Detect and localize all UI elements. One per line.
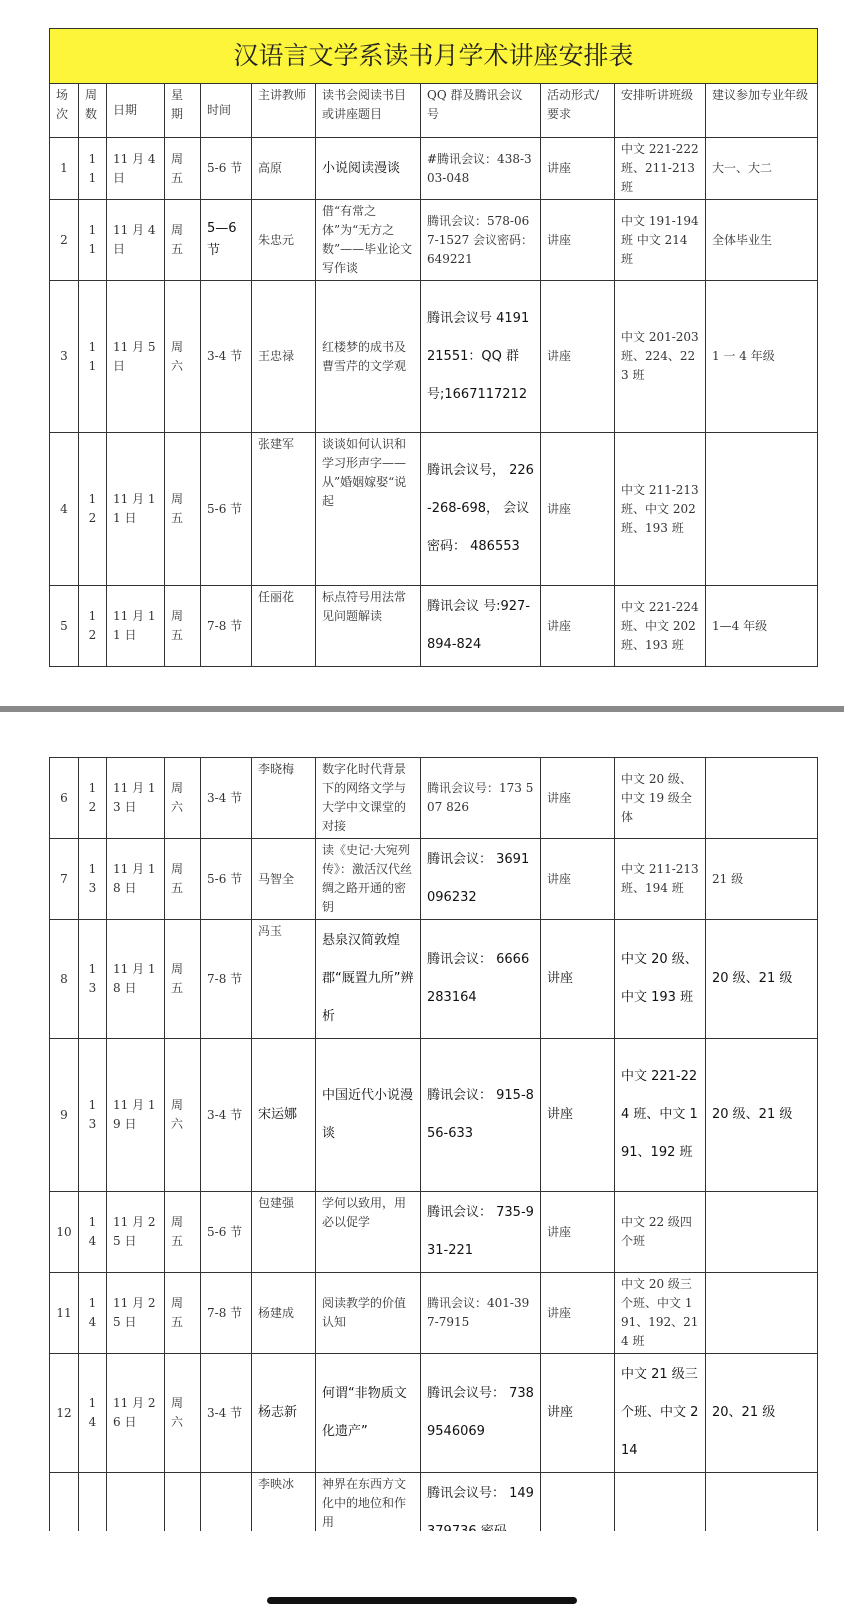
- cell-classes: 中文 221-224 班、中文 202 班、193 班: [615, 586, 706, 667]
- cell-meeting: #腾讯会议：438-303-048: [421, 138, 541, 200]
- cell-date: 11 月 11 日: [107, 586, 165, 667]
- cell-format: 讲座: [541, 839, 615, 920]
- cell-weekday: 周五: [165, 433, 201, 586]
- cell-classes: 中文 201-203 班、224、223 班: [615, 281, 706, 433]
- header-weekday: 星期: [165, 84, 201, 138]
- cell-topic: 读《史记·大宛列传》：激活汉代丝绸之路开通的密钥: [316, 839, 421, 920]
- cell-week: 11: [79, 138, 107, 200]
- cell-time: 3-4 节: [201, 1039, 252, 1192]
- cell-time: 5-6 节: [201, 138, 252, 200]
- header-date: 日期: [107, 84, 165, 138]
- cell-format: 讲座: [541, 433, 615, 586]
- cell-classes: 中文 211-213 班、194 班: [615, 839, 706, 920]
- cell-weekday: 周五: [165, 920, 201, 1039]
- table-row: [50, 433, 818, 586]
- cell-meeting: 腾讯会议： 735-931-221: [421, 1192, 541, 1273]
- cell-format: 讲座: [541, 586, 615, 667]
- table-row: [50, 1039, 818, 1192]
- cell-format: 讲座: [541, 281, 615, 433]
- cell-date: 11 月 19 日: [107, 1039, 165, 1192]
- cell-week: 14: [79, 1273, 107, 1354]
- cell-weekday: 周六: [165, 281, 201, 433]
- cell-date: 11 月 18 日: [107, 839, 165, 920]
- cell-grades: 20、21 级: [706, 1354, 818, 1473]
- cell-lecturer: 马智全: [252, 839, 316, 920]
- cell-format: 讲座: [541, 1039, 615, 1192]
- cell-date: 11 月 11 日: [107, 433, 165, 586]
- cell-topic: 中国近代小说漫谈: [316, 1039, 421, 1192]
- cell-lecturer: 冯玉: [252, 920, 316, 1039]
- cell-classes: 中文 20 级三个班、中文 191、192、214 班: [615, 1273, 706, 1354]
- cell-time: 5-6 节: [201, 433, 252, 586]
- cell-meeting: 腾讯会议号， 226-268-698， 会议密码： 486553: [421, 433, 541, 586]
- header-week: 周数: [79, 84, 107, 138]
- cell-topic: 小说阅读漫谈: [316, 138, 421, 200]
- cell-topic: 学何以致用，用必以促学: [316, 1192, 421, 1273]
- header-lecturer: 主讲教师: [252, 84, 316, 138]
- cell-format: 讲座: [541, 1354, 615, 1473]
- cell-week: 13: [79, 839, 107, 920]
- cell-session: 5: [50, 586, 79, 667]
- table-row: [50, 920, 818, 1039]
- cell-grades: 1 一 4 年级: [706, 281, 818, 433]
- cell-grades: [706, 433, 818, 586]
- cell-week: 14: [79, 1192, 107, 1273]
- cell-grades: 1—4 年级: [706, 586, 818, 667]
- cell-grades: [706, 758, 818, 839]
- cell-classes: 中文 211-213 班、中文 202 班、193 班: [615, 433, 706, 586]
- cell-lecturer: 杨志新: [252, 1354, 316, 1473]
- cell-date: 11 月 4 日: [107, 138, 165, 200]
- header-topic: 读书会阅读书目或讲座题目: [316, 84, 421, 138]
- cell-week: 13: [79, 1039, 107, 1192]
- cell-date: 11 月 13 日: [107, 758, 165, 839]
- cell-date: 11 月 18 日: [107, 920, 165, 1039]
- table-row: [50, 1273, 818, 1354]
- cell-meeting: 腾讯会议号： 7389546069: [421, 1354, 541, 1473]
- cell-topic: 借“有常之体”为“无方之数”——毕业论文写作谈: [316, 200, 421, 281]
- table-row: [50, 281, 818, 433]
- cell-classes: 中文 20 级、中文 193 班: [615, 920, 706, 1039]
- cell-session: 7: [50, 839, 79, 920]
- cell-week: 11: [79, 200, 107, 281]
- cell-weekday: 周五: [165, 1273, 201, 1354]
- cell-topic: 数字化时代背景下的网络文学与大学中文课堂的对接: [316, 758, 421, 839]
- cell-meeting: 腾讯会议： 3691096232: [421, 839, 541, 920]
- cell-topic: 阅读教学的价值认知: [316, 1273, 421, 1354]
- cell-lecturer: 宋运娜: [252, 1039, 316, 1192]
- cell-topic: 何谓“非物质文化遗产”: [316, 1354, 421, 1473]
- cell-lecturer: 杨建成: [252, 1273, 316, 1354]
- cell-meeting: 腾讯会议： 915-856-633: [421, 1039, 541, 1192]
- cell-grades: 大一、大二: [706, 138, 818, 200]
- cell-grades: 20 级、21 级: [706, 1039, 818, 1192]
- cell-format: 讲座: [541, 138, 615, 200]
- cell-week: 12: [79, 433, 107, 586]
- lecture-schedule-table-page-1: [49, 28, 818, 667]
- cell-date: 11 月 4 日: [107, 200, 165, 281]
- cell-format: 讲座: [541, 200, 615, 281]
- cell-week: 11: [79, 281, 107, 433]
- cell-time: 7-8 节: [201, 586, 252, 667]
- cell-time: 3-4 节: [201, 281, 252, 433]
- cell-lecturer: 李映冰: [252, 1473, 316, 1613]
- cell-classes: 中文 221-224 班、中文 191、192 班: [615, 1039, 706, 1192]
- cell-topic: 标点符号用法常见问题解读: [316, 586, 421, 667]
- header-time: 时间: [201, 84, 252, 138]
- cell-lecturer: 王忠禄: [252, 281, 316, 433]
- cell-weekday: 周五: [165, 200, 201, 281]
- header-session: 场次: [50, 84, 79, 138]
- cell-session: 12: [50, 1354, 79, 1473]
- cell-classes: 中文 191-194 班 中文 214 班: [615, 200, 706, 281]
- cell-time: 7-8 节: [201, 920, 252, 1039]
- cell-session: 11: [50, 1273, 79, 1354]
- cell-time: 5-6 节: [201, 1192, 252, 1273]
- page-divider: [0, 706, 844, 712]
- cell-weekday: 周六: [165, 1354, 201, 1473]
- cell-session: 10: [50, 1192, 79, 1273]
- table-row: [50, 1354, 818, 1473]
- cell-time: 5-6 节: [201, 839, 252, 920]
- cell-format: 讲座: [541, 920, 615, 1039]
- cell-time: 3-4 节: [201, 758, 252, 839]
- cell-classes: 中文 20 级、中文 19 级全体: [615, 758, 706, 839]
- cell-lecturer: 李晓梅: [252, 758, 316, 839]
- table-row: [50, 586, 818, 667]
- cell-time: 5—6 节: [201, 200, 252, 281]
- cell-session: 1: [50, 138, 79, 200]
- cell-lecturer: 张建军: [252, 433, 316, 586]
- table-row: [50, 138, 818, 200]
- cell-topic: 悬泉汉简敦煌郡“厩置九所”辨析: [316, 920, 421, 1039]
- cell-meeting: 腾讯会议：578-067-1527 会议密码：649221: [421, 200, 541, 281]
- cell-topic: 神界在东西方文化中的地位和作用: [316, 1473, 421, 1613]
- cell-session: 4: [50, 433, 79, 586]
- cell-week: 14: [79, 1354, 107, 1473]
- header-meeting: QQ 群及腾讯会议号: [421, 84, 541, 138]
- cell-session: 6: [50, 758, 79, 839]
- cell-meeting: 腾讯会议号：173 507 826: [421, 758, 541, 839]
- table-row: [50, 1192, 818, 1273]
- cell-classes: 中文 22 级四个班: [615, 1192, 706, 1273]
- cell-lecturer: 包建强: [252, 1192, 316, 1273]
- cell-grades: 20 级、21 级: [706, 920, 818, 1039]
- header-grades: 建议参加专业年级: [706, 84, 818, 138]
- cell-date: 11 月 5 日: [107, 281, 165, 433]
- cell-session: 9: [50, 1039, 79, 1192]
- cell-weekday: 周六: [165, 1039, 201, 1192]
- cell-grades: [706, 1273, 818, 1354]
- cell-lecturer: 高原: [252, 138, 316, 200]
- cell-session: 3: [50, 281, 79, 433]
- cell-week: 12: [79, 758, 107, 839]
- cell-classes: 中文 221-222 班、211-213 班: [615, 138, 706, 200]
- table-row: [50, 758, 818, 839]
- cell-meeting: 腾讯会议号： 149: [421, 1473, 541, 1613]
- header-classes: 安排听讲班级: [615, 84, 706, 138]
- cell-format: 讲座: [541, 758, 615, 839]
- cell-lecturer: 朱忠元: [252, 200, 316, 281]
- cell-grades: 全体毕业生: [706, 200, 818, 281]
- cell-date: 11 月 25 日: [107, 1192, 165, 1273]
- cell-grades: [706, 1192, 818, 1273]
- header-format: 活动形式/要求: [541, 84, 615, 138]
- cell-meeting: 腾讯会议 号:927-894-824: [421, 586, 541, 667]
- cell-session: 8: [50, 920, 79, 1039]
- table-header-row: [50, 84, 818, 138]
- cell-topic: 红楼梦的成书及曹雪芹的文学观: [316, 281, 421, 433]
- cell-time: 3-4 节: [201, 1354, 252, 1473]
- cell-weekday: 周五: [165, 586, 201, 667]
- cell-meeting: 腾讯会议： 6666283164: [421, 920, 541, 1039]
- cell-time: 7-8 节: [201, 1273, 252, 1354]
- lecture-schedule-table-page-2: [49, 757, 818, 1613]
- cell-meeting: 腾讯会议号 419121551：QQ 群 号;1667117212: [421, 281, 541, 433]
- cell-format: 讲座: [541, 1192, 615, 1273]
- table-row: [50, 839, 818, 920]
- home-indicator[interactable]: [267, 1597, 577, 1604]
- page-title: 汉语言文学系读书月学术讲座安排表: [50, 29, 818, 84]
- cell-format: 讲座: [541, 1273, 615, 1354]
- cell-weekday: 周五: [165, 1192, 201, 1273]
- cell-week: 12: [79, 586, 107, 667]
- cell-weekday: 周五: [165, 839, 201, 920]
- cell-weekday: 周五: [165, 138, 201, 200]
- cell-meeting: 腾讯会议：401-397-7915: [421, 1273, 541, 1354]
- cell-date: 11 月 26 日: [107, 1354, 165, 1473]
- cell-classes: 中文 21 级三个班、中文 214: [615, 1354, 706, 1473]
- cell-grades: 21 级: [706, 839, 818, 920]
- cell-week: 13: [79, 920, 107, 1039]
- cell-weekday: 周六: [165, 758, 201, 839]
- cell-session: 2: [50, 200, 79, 281]
- cell-lecturer: 任丽花: [252, 586, 316, 667]
- cell-topic: 谈谈如何认识和学习形声字——从”婚姻嫁娶“说起: [316, 433, 421, 586]
- cell-date: 11 月 25 日: [107, 1273, 165, 1354]
- table-row: [50, 200, 818, 281]
